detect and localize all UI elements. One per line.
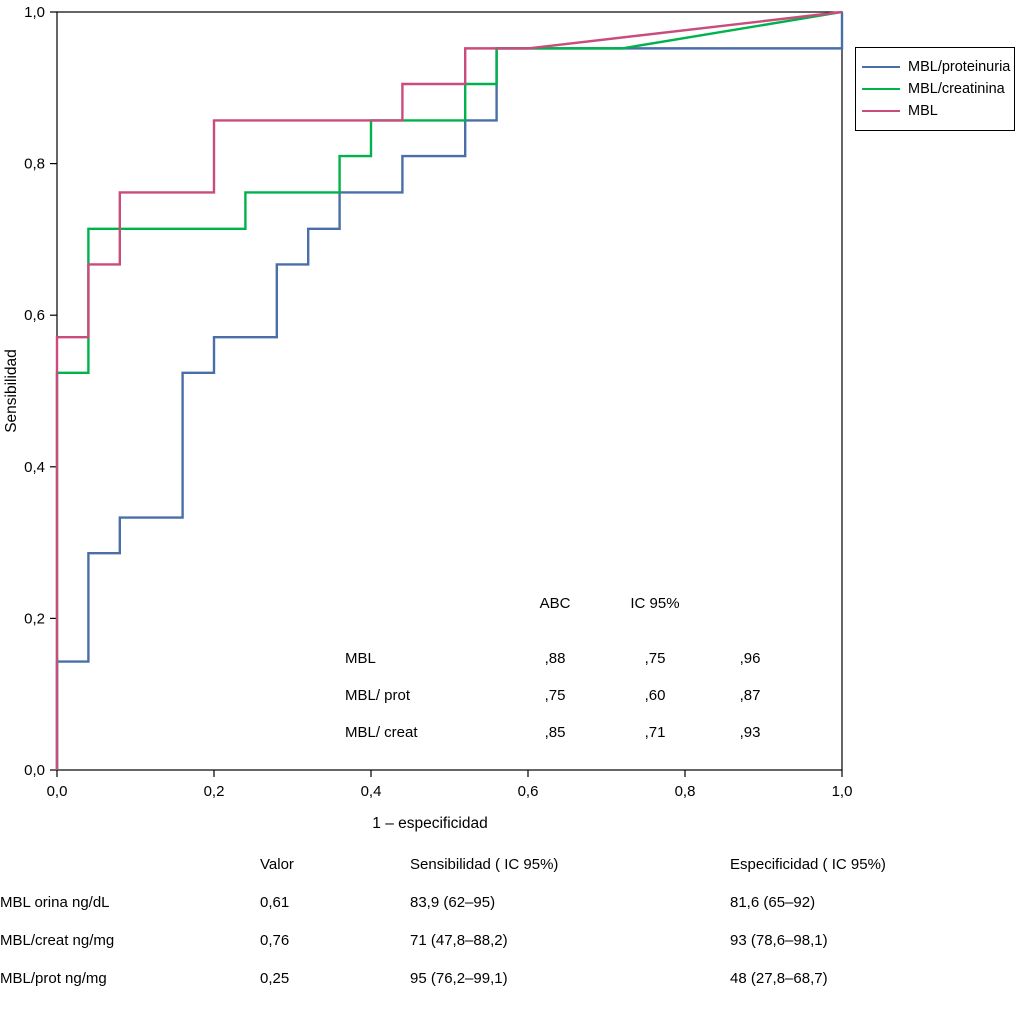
x-axis-ticks xyxy=(47,770,853,800)
y-tick-label: 0,6 xyxy=(24,307,45,325)
inset-table-header: ABC xyxy=(539,595,571,612)
table-header-row xyxy=(0,845,1024,883)
y-axis-ticks xyxy=(24,4,57,779)
inset-table-cell: ,60 xyxy=(644,687,666,704)
row-valor: 0,61 xyxy=(260,893,290,911)
header-valor: Valor xyxy=(260,855,294,873)
summary-table-element xyxy=(0,845,1024,997)
header-especificidad: Especificidad ( IC 95%) xyxy=(730,855,886,873)
x-tick-label: 0,0 xyxy=(46,783,68,800)
legend-item xyxy=(862,100,1008,122)
chart-legend xyxy=(855,47,1015,131)
row-sensibilidad: 83,9 (62–95) xyxy=(410,893,496,911)
x-axis-title: 1 – especificidad xyxy=(372,815,488,832)
x-tick-label: 1,0 xyxy=(831,783,853,800)
row-valor: 0,76 xyxy=(260,931,290,949)
row-sensibilidad: 71 (47,8–88,2) xyxy=(410,931,508,949)
x-tick-label: 0,6 xyxy=(517,783,539,800)
plot-frame xyxy=(57,12,842,770)
table-row xyxy=(0,921,1024,959)
inset-table-cell: ,87 xyxy=(739,687,761,704)
inset-table-row-label: MBL/ creat xyxy=(345,724,418,741)
header-blank xyxy=(0,845,260,883)
inset-table-cell: ,88 xyxy=(544,650,566,667)
inset-table-cell: ,71 xyxy=(644,724,666,741)
y-axis-title: Sensibilidad xyxy=(3,349,20,433)
y-tick-label: 0,8 xyxy=(24,155,45,173)
legend-swatch-mbl xyxy=(862,110,900,112)
row-label: MBL/prot ng/mg xyxy=(0,969,107,987)
row-label: MBL/creat ng/mg xyxy=(0,931,115,949)
y-tick-label: 1,0 xyxy=(24,4,45,21)
inset-table-cell: ,93 xyxy=(739,724,761,741)
row-valor: 0,25 xyxy=(260,969,290,987)
legend-label-mbl-proteinuria: MBL/proteinuria xyxy=(908,59,1011,75)
row-sensibilidad: 95 (76,2–99,1) xyxy=(410,969,508,987)
header-sensibilidad: Sensibilidad ( IC 95%) xyxy=(410,855,559,873)
legend-label-mbl: MBL xyxy=(908,103,938,119)
legend-swatch-mbl-creatinina xyxy=(862,88,900,90)
x-tick-label: 0,2 xyxy=(203,783,225,800)
table-row xyxy=(0,959,1024,997)
legend-label-mbl-creatinina: MBL/creatinina xyxy=(908,81,1005,97)
inset-table-header: IC 95% xyxy=(630,595,680,612)
y-tick-label: 0,0 xyxy=(24,762,45,779)
legend-item xyxy=(862,56,1011,78)
row-especificidad: 81,6 (65–92) xyxy=(730,893,816,911)
inset-table-row-label: MBL xyxy=(345,650,376,667)
row-label: MBL orina ng/dL xyxy=(0,893,110,911)
inset-table-row-label: MBL/ prot xyxy=(345,687,411,704)
summary-table xyxy=(0,845,1024,997)
table-row xyxy=(0,883,1024,921)
legend-item xyxy=(862,78,1008,100)
row-especificidad: 93 (78,6–98,1) xyxy=(730,931,828,949)
x-tick-label: 0,4 xyxy=(360,783,382,800)
x-tick-label: 0,8 xyxy=(674,783,696,800)
y-tick-label: 0,4 xyxy=(24,458,45,476)
inset-table-cell: ,75 xyxy=(644,650,666,667)
y-tick-label: 0,2 xyxy=(24,610,45,628)
row-especificidad: 48 (27,8–68,7) xyxy=(730,969,828,987)
inset-table-cell: ,75 xyxy=(544,687,566,704)
inset-table-cell: ,85 xyxy=(544,724,566,741)
legend-swatch-mbl-proteinuria xyxy=(862,66,900,68)
inset-table-cell: ,96 xyxy=(739,650,761,667)
